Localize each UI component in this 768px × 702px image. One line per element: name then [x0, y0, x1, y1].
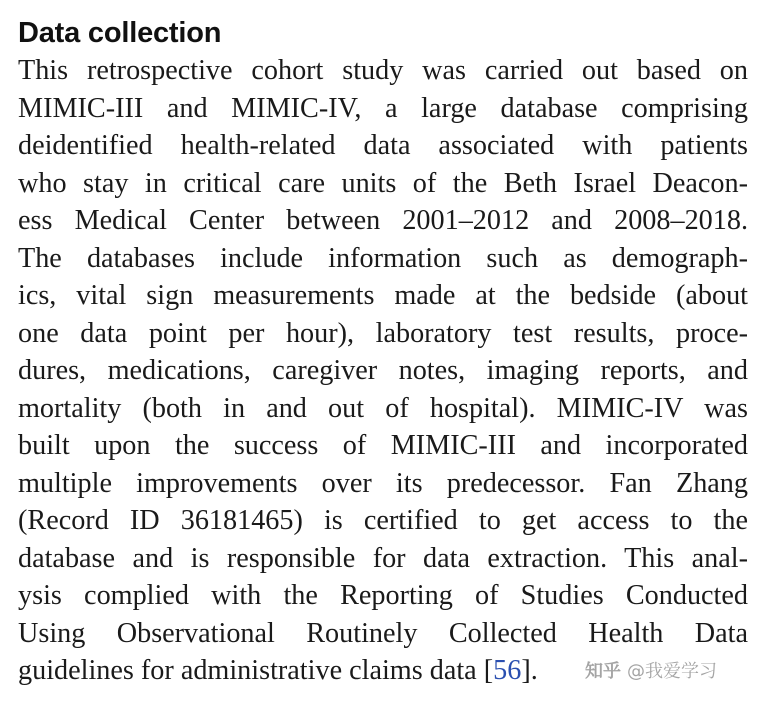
paragraph-line: one data point per hour), laboratory test results, proce- [18, 317, 748, 349]
paragraph-line: ess Medical Center between 2001–2012 and 2008–2018. [18, 205, 748, 236]
watermark-brand: 知乎 [585, 661, 621, 682]
paragraph-line: ics, vital sign measurements made at the bedside (about [18, 280, 748, 311]
watermark-handle: @我爱学习 [627, 661, 717, 682]
paragraph-line: (Record ID 36181465) is certified to get access to the [18, 505, 748, 536]
citation-link[interactable]: 56 [493, 655, 522, 686]
data-collection-section [18, 14, 748, 690]
paragraph-line: MIMIC-III and MIMIC-IV, a large database comprising [18, 92, 748, 124]
paragraph-line: multiple improvements over its predecessor. Fan Zhang [18, 467, 748, 499]
paragraph-line: dures, medications, caregiver notes, imaging reports, and [18, 355, 748, 386]
paragraph-line: deidentified health-related data associated with patients [18, 130, 748, 161]
paragraph-line: database and is responsible for data extraction. This anal- [18, 542, 748, 574]
section-heading: Data collection [18, 17, 222, 49]
zhihu-watermark [585, 653, 753, 687]
paragraph-line: The databases include information such as demograph- [18, 242, 748, 274]
paragraph-line: Using Observational Routinely Collected Health Data [18, 617, 748, 649]
paragraph-line: built upon the success of MIMIC-III and incorporated [18, 430, 748, 461]
paragraph-line: This retrospective cohort study was carried out based on [18, 55, 748, 86]
last-line-suffix: ]. [521, 655, 538, 686]
paragraph-line: who stay in critical care units of the Beth Israel Deacon- [18, 167, 748, 199]
paragraph-line: ysis complied with the Reporting of Studies Conducted [18, 580, 748, 611]
section-paragraph [18, 52, 748, 690]
paragraph-line: mortality (both in and out of hospital). MIMIC-IV was [18, 392, 748, 424]
last-line-text: guidelines for administrative claims data [ [18, 655, 494, 686]
